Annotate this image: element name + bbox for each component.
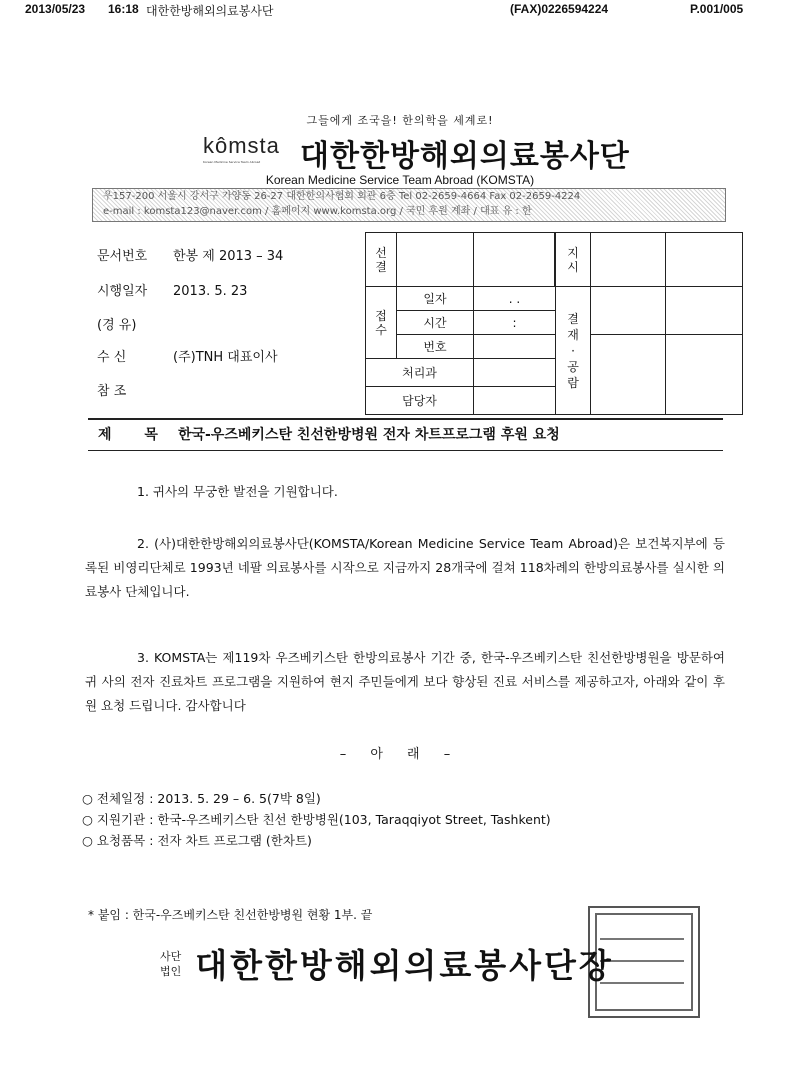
subject-value: 한국-우즈베키스탄 친선한방병원 전자 차트프로그램 후원 요청 — [178, 427, 560, 443]
reference — [97, 380, 173, 399]
address-box — [92, 188, 726, 222]
recipient-value: (주)TNH 대표이사 — [173, 350, 278, 365]
subject-line — [88, 418, 723, 451]
logo-en: kômsta — [203, 133, 280, 158]
form-time-label: 시간 — [397, 311, 474, 335]
signature — [160, 940, 614, 987]
via — [97, 314, 173, 333]
paragraph-1: 1. 귀사의 무궁한 발전을 기원합니다. — [137, 484, 338, 499]
reference-label: 참 조 — [97, 384, 127, 399]
form-receipt: 접수 — [366, 287, 397, 359]
fax-number: (FAX)0226594224 — [510, 2, 609, 16]
doc-number — [97, 245, 283, 264]
detail-label: 요청품목 — [96, 833, 146, 848]
recipient-label: 수 신 — [97, 350, 127, 365]
address-line-2: e-mail : komsta123@naver.com / 홈페이지 www.komsta.org / 국민 후원 계좌 / 대표 유 : 한 — [103, 206, 532, 217]
org-name-en: Korean Medicine Service Team Abroad (KOMSTA) — [265, 173, 535, 187]
form-dept-label: 처리과 — [366, 359, 474, 387]
logo-ko: 대한한방해외의료봉사단 — [300, 139, 630, 174]
detail-value: 2013. 5. 29 – 6. 5(7박 8일) — [157, 791, 321, 806]
approval-form — [365, 232, 743, 415]
form-date-label: 일자 — [397, 287, 474, 311]
issue-date — [97, 280, 247, 299]
doc-number-value: 한봉 제 2013 – 34 — [173, 249, 284, 264]
bullet: ○ — [82, 833, 93, 848]
fax-time: 16:18 — [108, 2, 139, 16]
fax-header — [0, 0, 800, 18]
letterhead-logo — [195, 133, 635, 173]
fax-sender: 대한한방해외의료봉사단 — [146, 4, 274, 18]
issue-date-value: 2013. 5. 23 — [173, 284, 248, 299]
detail-label: 전체일정 — [96, 791, 146, 806]
bullet: ○ — [82, 791, 93, 806]
detail-value: 전자 차트 프로그램 (한차트) — [157, 833, 312, 848]
attachment-note: * 붙임 : 한국-우즈베키스탄 친선한방병원 현황 1부. 끝 — [88, 908, 373, 922]
logo-tagline: Korean Medicine Service Team Abroad — [203, 160, 261, 164]
signature-name: 대한한방해외의료봉사단장 — [195, 946, 614, 985]
via-label: (경 유) — [97, 318, 137, 333]
fax-date: 2013/05/23 — [25, 2, 86, 16]
address-line-1: 우157-200 서울시 강서구 가양동 26-27 대한한의사협회 회관 6층 Tel 02-2659-4664 Fax 02-2659-4224 — [103, 191, 581, 202]
form-approval: 선결 — [366, 233, 397, 287]
issue-date-label: 시행일자 — [97, 284, 148, 299]
paragraph-3: 3. KOMSTA는 제119차 우즈베키스탄 한방의료봉사 기간 중, 한국-우즈베키스탄 친선한방병원을 방문하여 귀 사의 전자 진료차트 프로그램을 지원하여 현지 주민들에게 보다 향상된 진료 서비스를 제공하고자, 아래와 같이 후원 요청 드립니다. 감사합니다 — [85, 650, 725, 713]
form-notice: 지시 — [556, 233, 591, 287]
form-time-value: : — [474, 311, 556, 335]
form-person-label: 담당자 — [366, 387, 474, 415]
detail-value: 한국-우즈베키스탄 친선 한방병원(103, Taraqqiyot Street, Tashkent) — [157, 812, 551, 827]
form-number-label: 번호 — [397, 335, 474, 359]
detail-institution: ○ 지원기관 : 한국-우즈베키스탄 친선 한방병원(103, Taraqqiyot Street, Tashkent) — [82, 812, 551, 827]
form-date-value: . . — [474, 287, 556, 311]
paragraph-2: 2. (사)대한한방해외의료봉사단(KOMSTA/Korean Medicine Service Team Abroad)은 보건복지부에 등록된 비영리단체로 1993년 네팔 의료봉사를 시작으로 지금까지 28개국에 걸쳐 118차례의 한방의료봉사를 실시한 의료봉사 단체입니다. — [85, 536, 725, 599]
subject-label: 제 목 — [98, 427, 172, 443]
detail-item: ○ 요청품목 : 전자 차트 프로그램 (한차트) — [82, 833, 312, 848]
signature-corp: 사단 법인 — [160, 949, 182, 978]
recipient — [97, 346, 278, 365]
form-decision: 결재 · 공람 — [556, 287, 591, 415]
bullet: ○ — [82, 812, 93, 827]
detail-label: 지원기관 — [96, 812, 146, 827]
slogan: 그들에게 조국을! 한의학을 세계로! — [306, 114, 494, 127]
fax-page: P.001/005 — [690, 2, 744, 16]
below-heading: – 아 래 – — [339, 747, 461, 762]
doc-number-label: 문서번호 — [97, 249, 148, 264]
detail-schedule: ○ 전체일정 : 2013. 5. 29 – 6. 5(7박 8일) — [82, 791, 321, 806]
